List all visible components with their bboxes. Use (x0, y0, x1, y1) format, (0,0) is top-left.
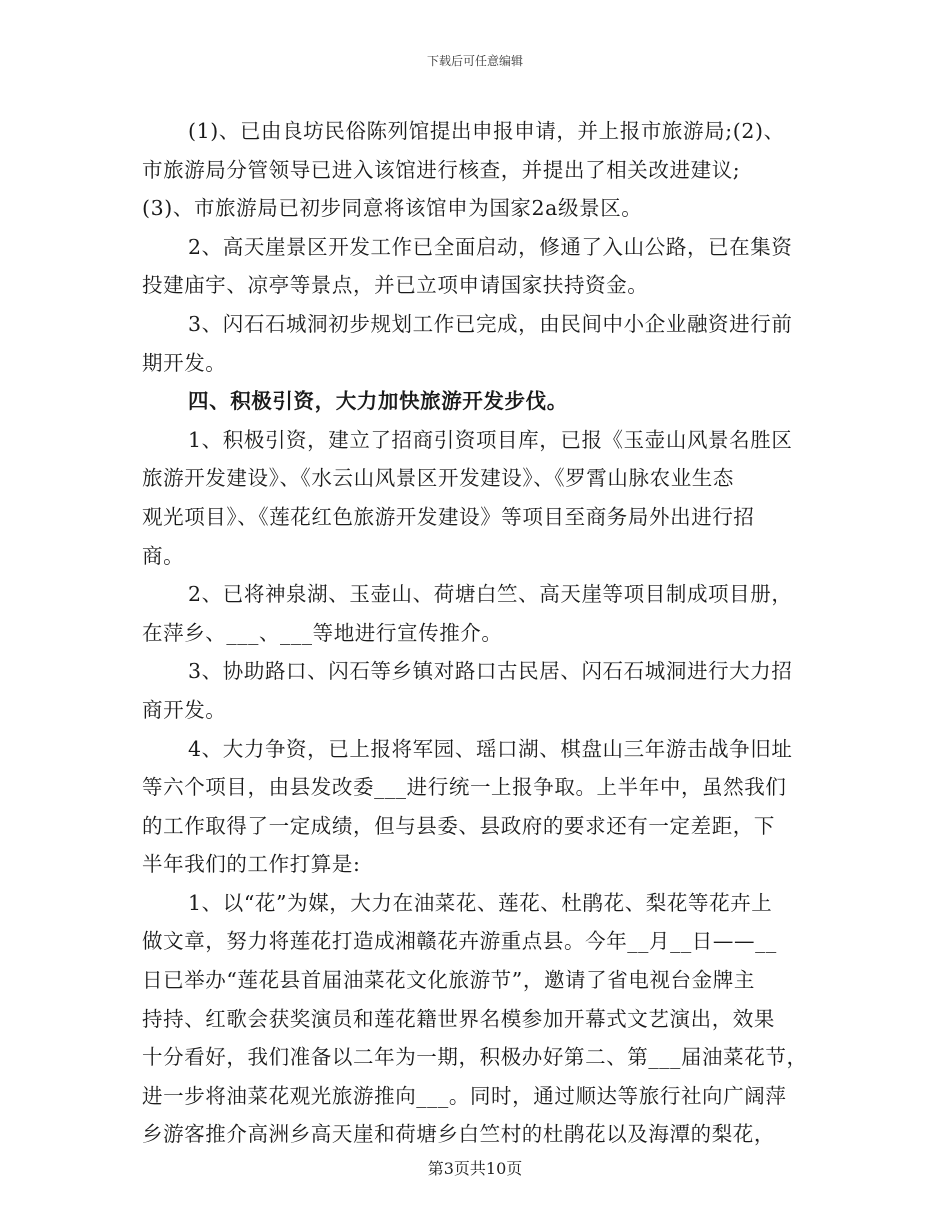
text-line: 市旅游局分管领导已进入该馆进行核查，并提出了相关改进建议; (142, 157, 741, 182)
text-line: (1)、已由良坊民俗陈列馆提出申报申请，并上报市旅游局;(2)、 (188, 119, 785, 143)
text-line: 半年我们的工作打算是: (142, 852, 361, 877)
document-body (142, 112, 812, 1154)
text-line: 十分看好，我们准备以二年为一期，积极办好第二、第___届油菜花节， (142, 1045, 808, 1070)
text-line: (3)、市旅游局已初步同意将该馆申为国家2a级景区。 (142, 196, 643, 221)
page-header-note: 下载后可任意编辑 (426, 54, 523, 68)
text-line: 等六个项目，由县发改委___进行统一上报争取。上半年中，虽然我们 (142, 775, 787, 800)
text-line: 日已举办“莲花县首届油菜花文化旅游节”，邀请了省电视台金牌主 (142, 968, 755, 993)
text-line: 在萍乡、___、___等地进行宣传推介。 (142, 620, 503, 645)
text-line: 投建庙宇、凉亭等景点，并已立项申请国家扶持资金。 (142, 273, 649, 298)
text-line: 乡游客推介高洲乡高天崖和荷塘乡白竺村的杜鹃花以及海潭的梨花， (142, 1122, 775, 1147)
text-line: 2、高天崖景区开发工作已全面启动，修通了入山公路，已在集资 (188, 234, 793, 259)
text-line: 进一步将油菜花观光旅游推向___。同时，通过顺达等旅行社向广阔萍 (142, 1083, 787, 1108)
text-line: 观光项目》、《莲花红色旅游开发建设》等项目至商务局外出进行招 (142, 504, 755, 529)
text-line: 期开发。 (142, 350, 227, 375)
text-line: 持持、红歌会获奖演员和莲花籍世界名模参加开幕式文艺演出，效果 (142, 1006, 775, 1031)
section-heading: 四、积极引资，大力加快旅游开发步伐。 (188, 389, 568, 414)
text-line: 4、大力争资，已上报将军园、瑶口湖、棋盘山三年游击战争旧址 (188, 736, 793, 761)
text-line: 商开发。 (142, 697, 227, 722)
text-line: 1、积极引资，建立了招商引资项目库，已报《玉壶山风景名胜区 (188, 427, 793, 452)
page-number: 第3页共10页 (427, 1159, 523, 1178)
text-line: 的工作取得了一定成绩，但与县委、县政府的要求还有一定差距，下 (142, 813, 775, 838)
text-line: 3、闪石石城洞初步规划工作已完成，由民间中小企业融资进行前 (188, 311, 793, 336)
text-line: 商。 (142, 543, 185, 568)
text-line: 3、协助路口、闪石等乡镇对路口古民居、闪石石城洞进行大力招 (188, 659, 793, 684)
text-line: 1、以“花”为媒，大力在油菜花、莲花、杜鹃花、梨花等花卉上 (188, 890, 773, 915)
text-line: 做文章，努力将莲花打造成湘赣花卉游重点县。今年__月__日——__ (142, 929, 777, 954)
text-line: 2、已将神泉湖、玉壶山、荷塘白竺、高天崖等项目制成项目册， (188, 582, 793, 607)
text-line: 旅游开发建设》、《水云山风景区开发建设》、《罗霄山脉农业生态 (142, 466, 734, 491)
